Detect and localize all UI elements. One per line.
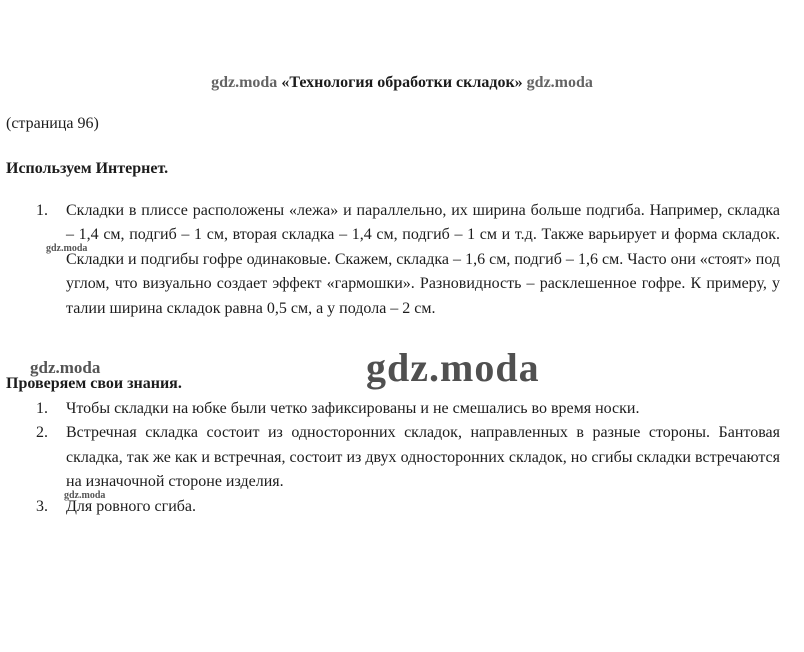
list-item-number: 1. [36, 400, 48, 417]
section-heading-internet: Используем Интернет. [6, 160, 169, 177]
title-watermark-right: gdz.moda [526, 74, 593, 91]
watermark-mid: gdz.moda [30, 358, 101, 377]
list-item-text: Складки в плиссе расположены «лежа» и параллельно, их ширина больше подгиба. Например, складка – 1,4 см, подгиб – 1 см, вторая складка – 1,4 см, подгиб – 1 см и т.д. Также варьирует и форма складок. Складки и подгибы гофре одинаковые. Скажем, складка – 1,6 см, подгиб – 1,6 см. Часто они «стоят» под углом, что визуально создает эффект «гармошки». Разновидность – расклешенное гофре. К примеру, у талии ширина складок равна 0,5 см, а у подола – 2 см. [66, 202, 780, 317]
document-title-row [0, 74, 804, 92]
list-item-number: 3. [36, 497, 48, 515]
title-watermark-left: gdz.moda [211, 74, 278, 91]
list-item-text: Для ровного сгиба. [66, 497, 197, 515]
list-item-text: Чтобы складки на юбке были четко зафиксированы и не смешались во время носки. [66, 400, 640, 417]
internet-list [0, 199, 804, 321]
list-item [0, 421, 804, 494]
section-heading-check: Проверяем свои знания. [6, 375, 182, 392]
list-item-number: 1. [36, 202, 48, 219]
page-reference: (страница 96) [6, 115, 99, 132]
list-item [0, 495, 804, 519]
check-list [0, 397, 804, 519]
list-item-number: 2. [36, 424, 48, 442]
watermark-small: gdz.moda [64, 490, 106, 501]
list-item [0, 397, 804, 421]
watermark-small: gdz.moda [46, 243, 88, 254]
document-title: «Технология обработки складок» [281, 74, 523, 91]
list-item-text: Встречная складка состоит из односторонних складок, направленных в разные стороны. Бантовая складка, так же как и встречная, состоит из двух односторонних складок, но сгибы складки встречаются на изначочной стороне изделия. [66, 424, 780, 491]
list-item [0, 199, 804, 321]
watermark-big: gdz.moda [366, 345, 540, 390]
